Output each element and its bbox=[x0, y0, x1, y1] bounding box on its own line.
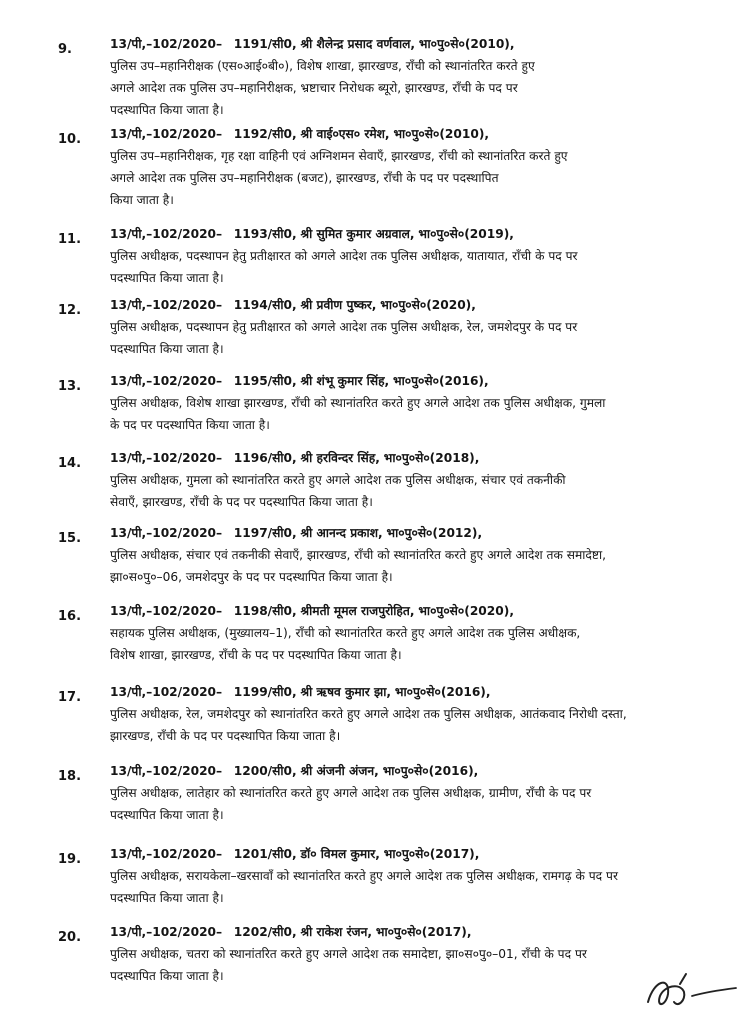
reference-number: 1202/सी0, bbox=[233, 925, 297, 939]
reference-number: 1193/सी0, bbox=[233, 227, 297, 241]
entry-text-line: झा०स०पु०–06, जमशेदपुर के पद पर पदस्थापित किया जाता है। bbox=[110, 570, 393, 584]
entry-text-line: पदस्थापित किया जाता है। bbox=[110, 103, 224, 117]
entry-text-line: पदस्थापित किया जाता है। bbox=[110, 271, 224, 285]
order-number: 13/पी,–102/2020– bbox=[110, 127, 223, 141]
service-batch: भा०पु०से०(2010), bbox=[418, 37, 515, 51]
officer-name: डॉ० विमल कुमार, bbox=[300, 847, 380, 861]
entry-heading bbox=[110, 297, 710, 313]
entry-heading bbox=[110, 373, 710, 389]
service-batch: भा०पु०से०(2020), bbox=[418, 604, 514, 618]
service-batch: भा०पु०से०(2020), bbox=[380, 298, 476, 312]
entry-text-line: सहायक पुलिस अधीक्षक, (मुख्यालय–1), राँची को स्थानांतरित करते हुए अगले आदेश तक पुलिस अधीक्षक, bbox=[110, 626, 581, 640]
entry-text-line: पदस्थापित किया जाता है। bbox=[110, 969, 224, 983]
entry-number: 20. bbox=[58, 930, 82, 945]
service-batch: भा०पु०से०(2016), bbox=[382, 764, 479, 778]
entry-text-line: विशेष शाखा, झारखण्ड, राँची के पद पर पदस्थापित किया जाता है। bbox=[110, 648, 402, 662]
entry-heading bbox=[110, 684, 710, 700]
entry-number: 9. bbox=[58, 42, 72, 57]
entry-text-line: पुलिस अधीक्षक, रेल, जमशेदपुर को स्थानांतरित करते हुए अगले आदेश तक पुलिस अधीक्षक, आतंकवाद निरोधी दस्ता, bbox=[110, 707, 627, 721]
order-number: 13/पी,–102/2020– bbox=[110, 526, 223, 540]
entry-text-line: पुलिस अधीक्षक, सरायकेला–खरसावाँ को स्थानांतरित करते हुए अगले आदेश तक पुलिस अधीक्षक, रामगढ़ के पद पर bbox=[110, 869, 618, 883]
entry-text-line: पदस्थापित किया जाता है। bbox=[110, 342, 224, 356]
reference-number: 1200/सी0, bbox=[233, 764, 297, 778]
reference-number: 1191/सी0, bbox=[233, 37, 297, 51]
entry-text-line: सेवाएँ, झारखण्ड, राँची के पद पर पदस्थापित किया जाता है। bbox=[110, 495, 373, 509]
officer-name: श्री हरविन्दर सिंह, bbox=[300, 451, 380, 465]
entry-number: 10. bbox=[58, 132, 82, 147]
order-number: 13/पी,–102/2020– bbox=[110, 847, 223, 861]
reference-number: 1192/सी0, bbox=[233, 127, 297, 141]
officer-name: श्री शंभू कुमार सिंह, bbox=[300, 374, 390, 388]
entry-heading bbox=[110, 36, 710, 52]
entry-number: 13. bbox=[58, 379, 82, 394]
service-batch: भा०पु०से०(2017), bbox=[383, 847, 480, 861]
officer-name: श्री अंजनी अंजन, bbox=[300, 764, 379, 778]
entry-heading bbox=[110, 226, 710, 242]
order-number: 13/पी,–102/2020– bbox=[110, 374, 223, 388]
entry-text-line: पुलिस अधीक्षक, संचार एवं तकनीकी सेवाएँ, झारखण्ड, राँची को स्थानांतरित करते हुए अगले आदेश तक समादेष्टा, bbox=[110, 548, 607, 562]
entry-heading bbox=[110, 924, 710, 940]
service-batch: भा०पु०से०(2017), bbox=[375, 925, 472, 939]
order-number: 13/पी,–102/2020– bbox=[110, 764, 223, 778]
entry-number: 11. bbox=[58, 232, 82, 247]
reference-number: 1197/सी0, bbox=[233, 526, 297, 540]
entry-text-line: पुलिस उप–महानिरीक्षक, गृह रक्षा वाहिनी एवं अग्निशमन सेवाएँ, झारखण्ड, राँची को स्थानांतरित करते हुए bbox=[110, 149, 568, 163]
entry-number: 14. bbox=[58, 456, 82, 471]
reference-number: 1194/सी0, bbox=[233, 298, 297, 312]
entry-text-line: पुलिस अधीक्षक, पदस्थापन हेतु प्रतीक्षारत को अगले आदेश तक पुलिस अधीक्षक, यातायात, राँची के पद पर bbox=[110, 249, 578, 263]
order-number: 13/पी,–102/2020– bbox=[110, 298, 223, 312]
entry-heading bbox=[110, 846, 710, 862]
officer-name: श्री राकेश रंजन, bbox=[300, 925, 372, 939]
entry-text-line: पुलिस अधीक्षक, गुमला को स्थानांतरित करते हुए अगले आदेश तक पुलिस अधीक्षक, संचार एवं तकनीकी bbox=[110, 473, 566, 487]
entry-heading bbox=[110, 763, 710, 779]
service-batch: भा०पु०से०(2016), bbox=[394, 685, 491, 699]
entry-text-line: पुलिस अधीक्षक, लातेहार को स्थानांतरित करते हुए अगले आदेश तक पुलिस अधीक्षक, ग्रामीण, राँची के पद पर bbox=[110, 786, 592, 800]
officer-name: श्री आनन्द प्रकाश, bbox=[300, 526, 383, 540]
reference-number: 1195/सी0, bbox=[233, 374, 297, 388]
officer-name: श्री प्रवीण पुष्कर, bbox=[300, 298, 377, 312]
entry-heading bbox=[110, 525, 710, 541]
reference-number: 1198/सी0, bbox=[233, 604, 297, 618]
entry-heading bbox=[110, 450, 710, 466]
signature-mark bbox=[640, 962, 740, 1018]
entry-text-line: पुलिस अधीक्षक, चतरा को स्थानांतरित करते हुए अगले आदेश तक समादेष्टा, झा०स०पु०–01, राँची के पद पर bbox=[110, 947, 587, 961]
order-number: 13/पी,–102/2020– bbox=[110, 227, 223, 241]
service-batch: भा०पु०से०(2016), bbox=[393, 374, 489, 388]
entry-number: 12. bbox=[58, 303, 82, 318]
entry-number: 18. bbox=[58, 769, 82, 784]
entry-heading bbox=[110, 126, 710, 142]
entry-text-line: पदस्थापित किया जाता है। bbox=[110, 808, 224, 822]
order-number: 13/पी,–102/2020– bbox=[110, 604, 223, 618]
reference-number: 1196/सी0, bbox=[233, 451, 297, 465]
entry-heading bbox=[110, 603, 710, 619]
officer-name: श्री वाई०एस० रमेश, bbox=[300, 127, 390, 141]
entry-number: 15. bbox=[58, 531, 82, 546]
entry-text-line: के पद पर पदस्थापित किया जाता है। bbox=[110, 418, 270, 432]
entry-text-line: झारखण्ड, राँची के पद पर पदस्थापित किया जाता है। bbox=[110, 729, 341, 743]
entry-text-line: किया जाता है। bbox=[110, 193, 174, 207]
entry-text-line: पुलिस अधीक्षक, पदस्थापन हेतु प्रतीक्षारत को अगले आदेश तक पुलिस अधीक्षक, रेल, जमशेदपुर के पद पर bbox=[110, 320, 578, 334]
entry-text-line: अगले आदेश तक पुलिस उप–महानिरीक्षक, भ्रष्टाचार निरोधक ब्यूरो, झारखण्ड, राँची के पद पर bbox=[110, 81, 518, 95]
order-number: 13/पी,–102/2020– bbox=[110, 685, 223, 699]
order-number: 13/पी,–102/2020– bbox=[110, 925, 223, 939]
service-batch: भा०पु०से०(2012), bbox=[386, 526, 483, 540]
service-batch: भा०पु०से०(2010), bbox=[393, 127, 490, 141]
entry-text-line: पदस्थापित किया जाता है। bbox=[110, 891, 224, 905]
entry-number: 16. bbox=[58, 609, 82, 624]
entry-text-line: पुलिस उप–महानिरीक्षक (एस०आई०बी०), विशेष शाखा, झारखण्ड, राँची को स्थानांतरित करते हुए bbox=[110, 59, 535, 73]
officer-name: श्रीमती मूमल राजपुरोहित, bbox=[300, 604, 415, 618]
entry-number: 17. bbox=[58, 690, 82, 705]
entry-text-line: पुलिस अधीक्षक, विशेष शाखा झारखण्ड, राँची को स्थानांतरित करते हुए अगले आदेश तक पुलिस अधीक्षक, गुमला bbox=[110, 396, 606, 410]
entry-text-line: अगले आदेश तक पुलिस उप–महानिरीक्षक (बजट), झारखण्ड, राँची के पद पर पदस्थापित bbox=[110, 171, 499, 185]
entry-number: 19. bbox=[58, 852, 82, 867]
officer-name: श्री शैलेन्द्र प्रसाद वर्णवाल, bbox=[300, 37, 416, 51]
reference-number: 1199/सी0, bbox=[233, 685, 297, 699]
officer-name: श्री सुमित कुमार अग्रवाल, bbox=[300, 227, 415, 241]
service-batch: भा०पु०से०(2018), bbox=[383, 451, 480, 465]
officer-name: श्री ऋषव कुमार झा, bbox=[300, 685, 392, 699]
order-number: 13/पी,–102/2020– bbox=[110, 37, 223, 51]
service-batch: भा०पु०से०(2019), bbox=[418, 227, 514, 241]
reference-number: 1201/सी0, bbox=[233, 847, 297, 861]
order-number: 13/पी,–102/2020– bbox=[110, 451, 223, 465]
